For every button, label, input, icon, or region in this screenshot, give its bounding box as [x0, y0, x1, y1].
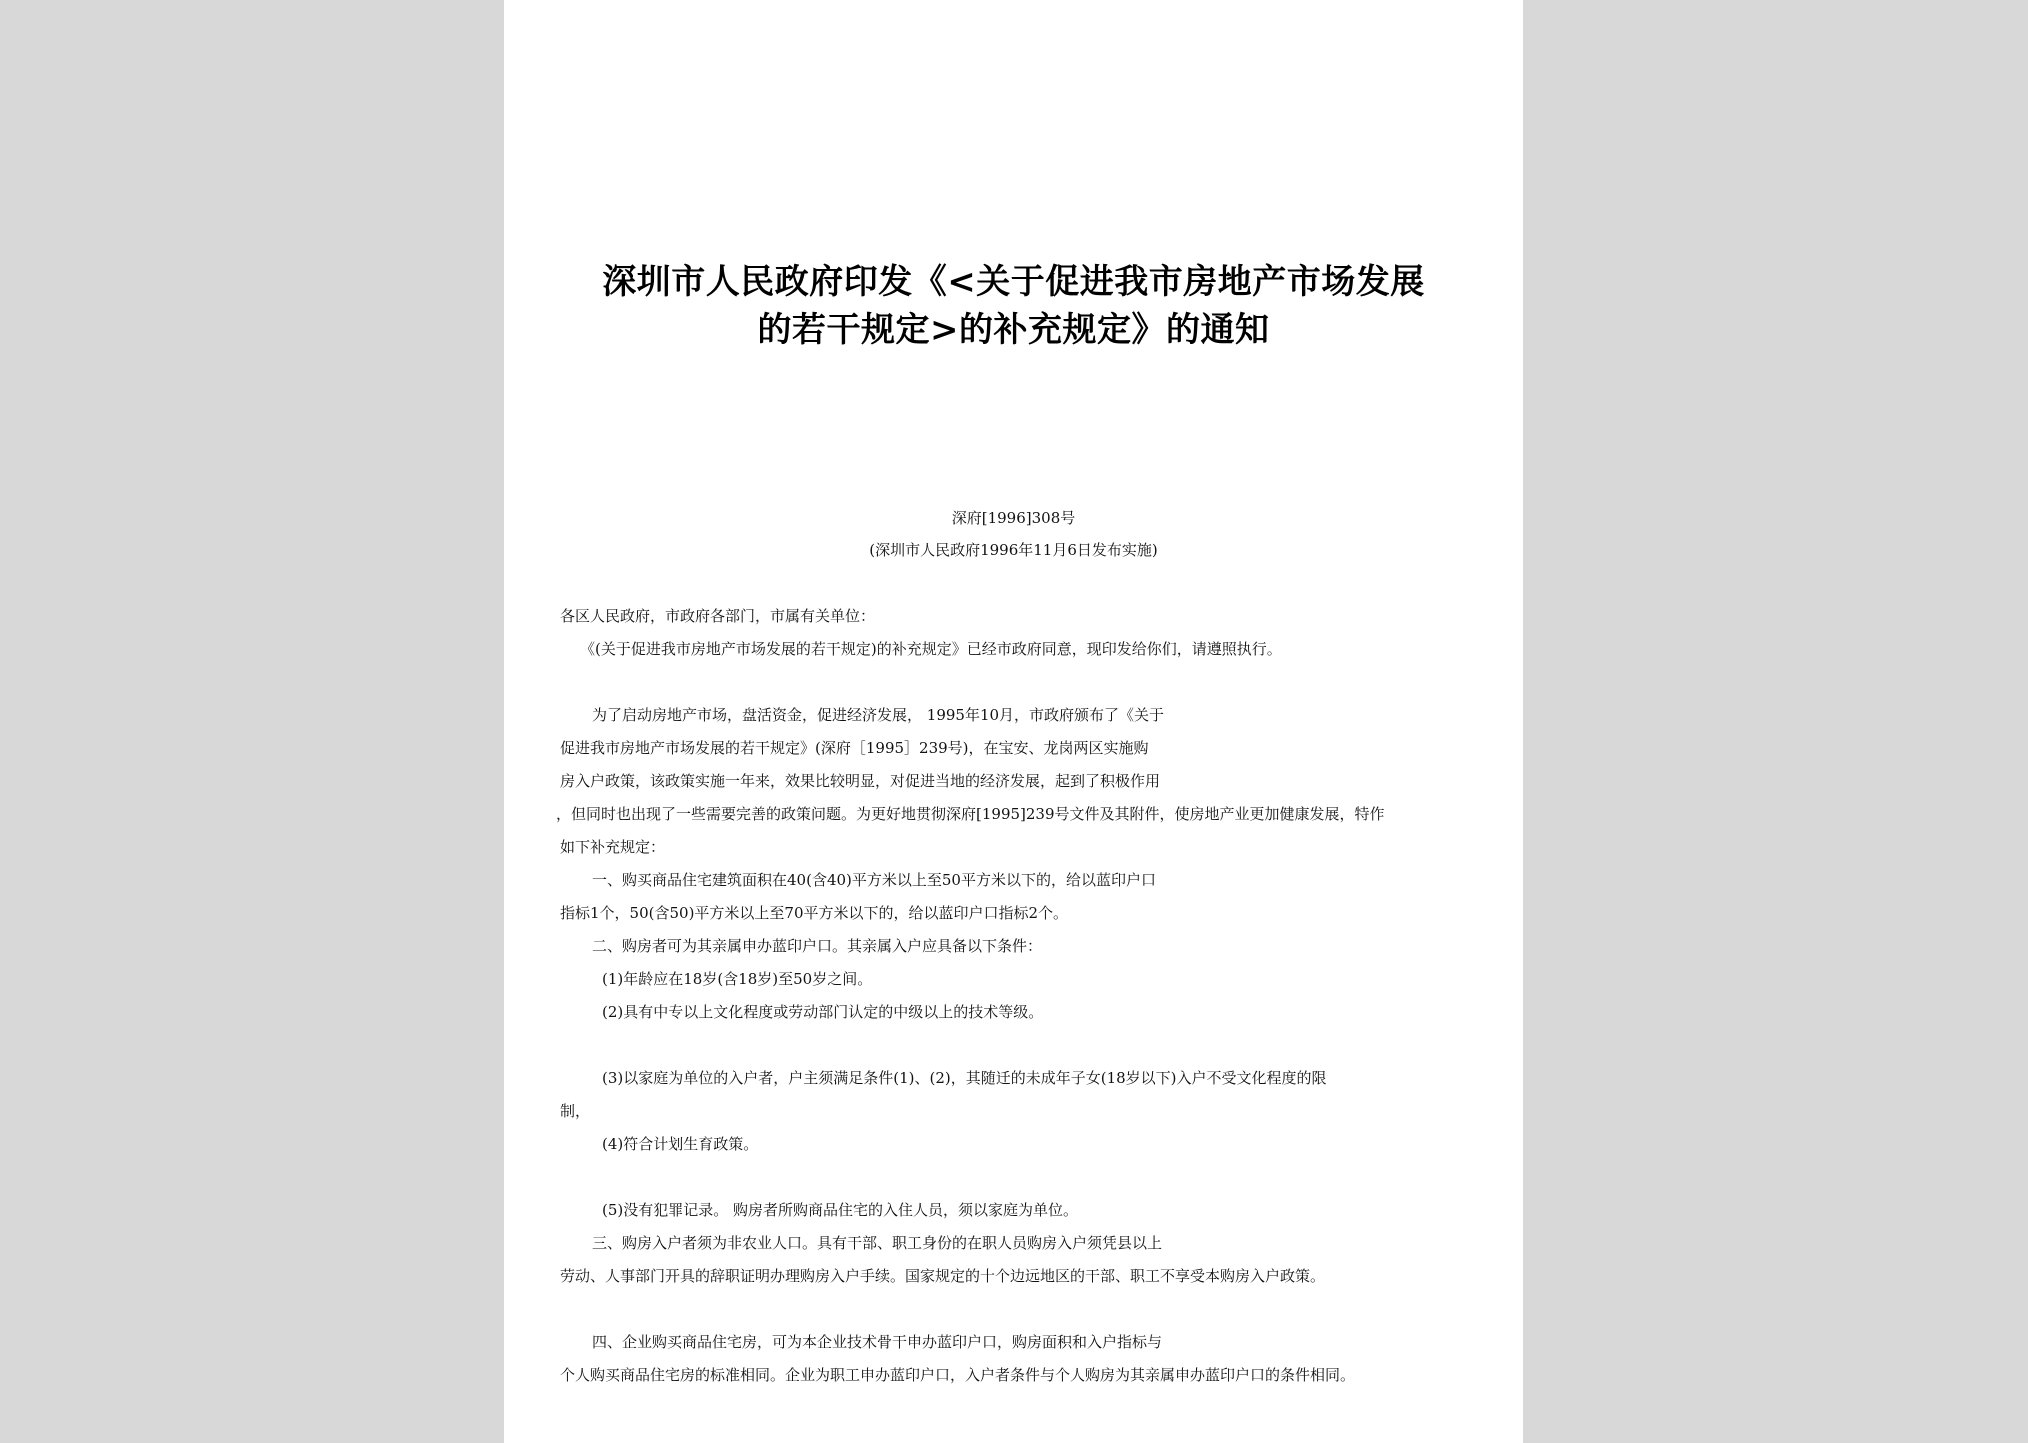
title-line-2: 的若干规定>的补充规定》的通知 [757, 310, 1270, 350]
body-line: 二、购房者可为其亲属申办蓝印户口。其亲属入户应具备以下条件： [592, 937, 1043, 955]
document-title [504, 258, 1523, 354]
document-page [504, 0, 1523, 1443]
body-line: (1)年龄应在18岁(含18岁)至50岁之间。 [602, 970, 873, 988]
body-line: 制， [560, 1102, 591, 1120]
body-line: (5)没有犯罪记录。 购房者所购商品住宅的入住人员，须以家庭为单位。 [602, 1201, 1079, 1219]
body-line: 如下补充规定： [560, 838, 666, 856]
body-line: 促进我市房地产市场发展的若干规定》(深府［1995］239号)，在宝安、龙岗两区实施购 [560, 739, 1149, 757]
body-line: 各区人民政府，市政府各部门，市属有关单位： [560, 607, 876, 625]
body-line: (2)具有中专以上文化程度或劳动部门认定的中级以上的技术等级。 [602, 1003, 1044, 1021]
body-line: 《(关于促进我市房地产市场发展的若干规定)的补充规定》已经市政府同意，现印发给你们，请遵照执行。 [580, 640, 1282, 658]
body-line: (4)符合计划生育政策。 [602, 1135, 759, 1153]
body-line: 一、购买商品住宅建筑面积在40(含40)平方米以上至50平方米以下的，给以蓝印户口 [592, 871, 1156, 889]
body-line: 个人购买商品住宅房的标准相同。企业为职工申办蓝印户口，入户者条件与个人购房为其亲属申办蓝印户口的条件相同。 [560, 1366, 1356, 1384]
body-line: 房入户政策，该政策实施一年来，效果比较明显，对促进当地的经济发展，起到了积极作用 [560, 772, 1161, 790]
body-line: 三、购房入户者须为非农业人口。具有干部、职工身份的在职人员购房入户须凭县以上 [592, 1234, 1163, 1252]
body-line: (3)以家庭为单位的入户者，户主须满足条件(1)、(2)，其随迁的未成年子女(18岁以下)入户不受文化程度的限 [602, 1069, 1327, 1087]
body-line: 劳动、人事部门开具的辞职证明办理购房入户手续。国家规定的十个边远地区的干部、职工不享受本购房入户政策。 [560, 1267, 1326, 1285]
body-line: 指标1个，50(含50)平方米以上至70平方米以下的，给以蓝印户口指标2个。 [560, 904, 1069, 922]
body-line: ，但同时也出现了一些需要完善的政策问题。为更好地贯彻深府[1995]239号文件及其附件，使房地产业更加健康发展，特作 [556, 805, 1385, 823]
body-line: 为了启动房地产市场，盘活资金，促进经济发展， 1995年10月，市政府颁布了《关于 [592, 706, 1165, 724]
title-line-1: 深圳市人民政府印发《<关于促进我市房地产市场发展 [602, 262, 1425, 302]
document-number: 深府[1996]308号 [951, 509, 1076, 527]
issue-note: (深圳市人民政府1996年11月6日发布实施) [869, 541, 1158, 559]
body-line: 四、企业购买商品住宅房，可为本企业技术骨干申办蓝印户口，购房面积和入户指标与 [592, 1333, 1163, 1351]
